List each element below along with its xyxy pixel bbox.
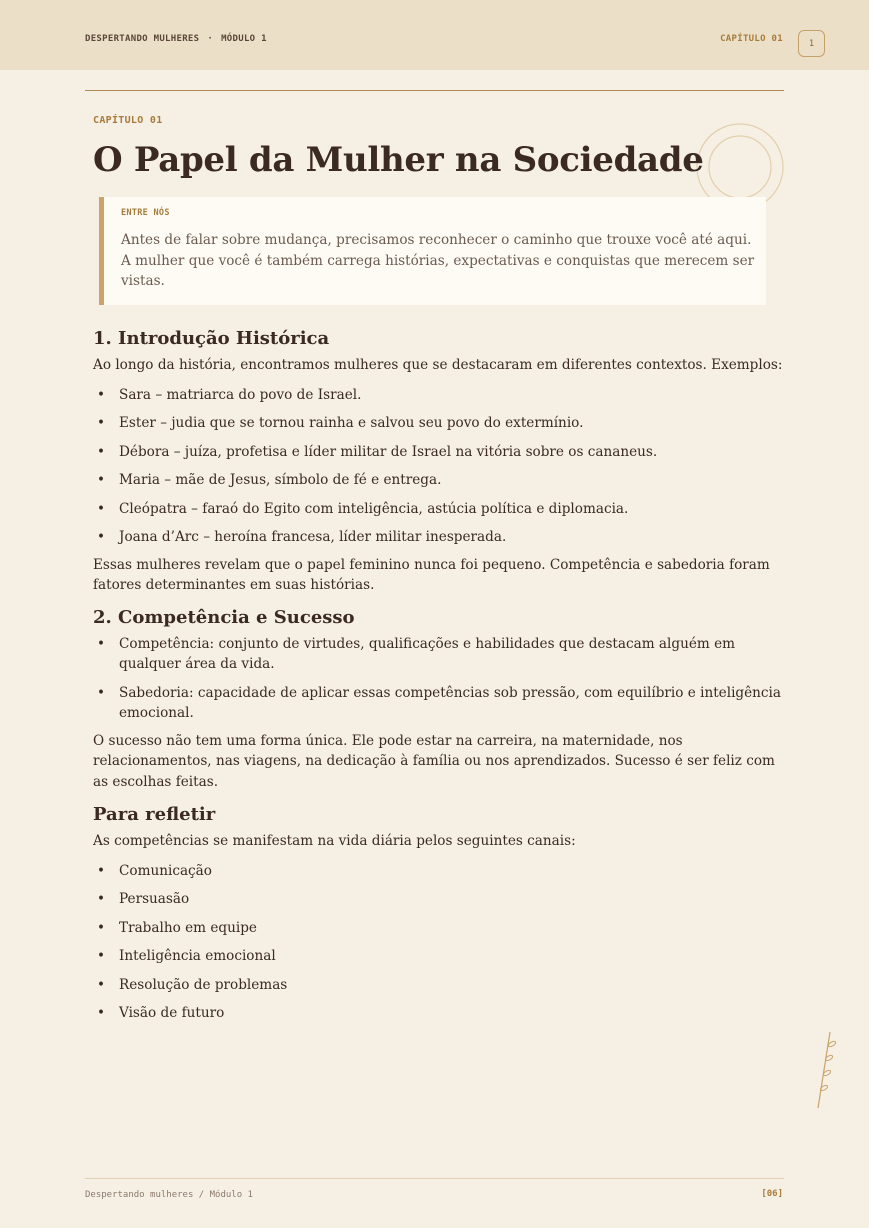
section-competence	[93, 606, 783, 793]
channels-list	[93, 861, 783, 1024]
list-item: • Cleópatra – faraó do Egito com inteligência, astúcia política e diplomacia.	[93, 499, 783, 520]
header-series-name: DESPERTANDO MULHERES	[85, 34, 200, 44]
list-item: • Sabedoria: capacidade de aplicar essas competências sob pressão, com equilíbrio e inteligência emocional.	[93, 683, 783, 724]
section-lead: Ao longo da história, encontramos mulheres que se destacaram em diferentes contextos. Exemplos:	[93, 357, 783, 373]
list-item: • Maria – mãe de Jesus, símbolo de fé e entrega.	[93, 470, 783, 491]
list-item: • Débora – juíza, profetisa e líder militar de Israel na vitória sobre os cananeus.	[93, 442, 783, 463]
section-reflect	[93, 803, 783, 1024]
main-content	[93, 327, 783, 1032]
list-item: • Ester – judia que se tornou rainha e salvou seu povo do extermínio.	[93, 413, 783, 434]
callout-box	[99, 197, 766, 305]
header-chapter: CAPÍTULO 01	[720, 34, 783, 44]
callout-text: Antes de falar sobre mudança, precisamos reconhecer o caminho que trouxe você até aqui. A mulher que você é também carrega histórias, expectativas e conquistas que merecem ser vistas.	[121, 232, 755, 289]
section-heading: 1. Introdução Histórica	[93, 328, 330, 349]
leaf-sprig-icon	[810, 1030, 840, 1110]
page-title: O Papel da Mulher na Sociedade	[93, 140, 704, 180]
list-item: • Competência: conjunto de virtudes, qualificações e habilidades que destacam alguém em qualquer área da vida.	[93, 634, 783, 675]
running-header	[0, 0, 869, 70]
list-item: • Joana d’Arc – heroína francesa, líder militar inesperada.	[93, 527, 783, 548]
list-item: • Sara – matriarca do povo de Israel.	[93, 385, 783, 406]
section-intro	[93, 327, 783, 596]
footer-page-number: [06]	[761, 1189, 783, 1199]
list-item: • Inteligência emocional	[93, 946, 783, 967]
header-module: MÓDULO 1	[221, 34, 267, 44]
section-heading: Para refletir	[93, 804, 216, 825]
section-closing: Essas mulheres revelam que o papel feminino nunca foi pequeno. Competência e sabedoria foram fatores determinantes em suas histórias.	[93, 556, 770, 593]
title-divider	[85, 90, 784, 91]
list-item: • Resolução de problemas	[93, 975, 783, 996]
list-item: • Persuasão	[93, 889, 783, 910]
section-lead: As competências se manifestam na vida diária pelos seguintes canais:	[93, 833, 576, 849]
callout-label: ENTRE NÓS	[121, 208, 170, 218]
footer-divider	[85, 1178, 784, 1179]
definitions-list	[93, 634, 783, 724]
page-number-badge: 1	[798, 30, 825, 57]
women-list	[93, 385, 783, 548]
chapter-kicker: CAPÍTULO 01	[93, 115, 163, 126]
list-item: • Comunicação	[93, 861, 783, 882]
header-separator: ·	[207, 34, 214, 44]
footer-title: Despertando mulheres / Módulo 1	[85, 1190, 253, 1200]
section-heading: 2. Competência e Sucesso	[93, 606, 355, 628]
header-series	[85, 34, 267, 44]
list-item: • Visão de futuro	[93, 1003, 783, 1024]
section-closing: O sucesso não tem uma forma única. Ele pode estar na carreira, na maternidade, nos relacionamentos, nas viagens, na dedicação à família ou nos aprendizados. Sucesso é ser feliz com as escolhas feitas.	[93, 732, 775, 790]
list-item: • Trabalho em equipe	[93, 918, 783, 939]
